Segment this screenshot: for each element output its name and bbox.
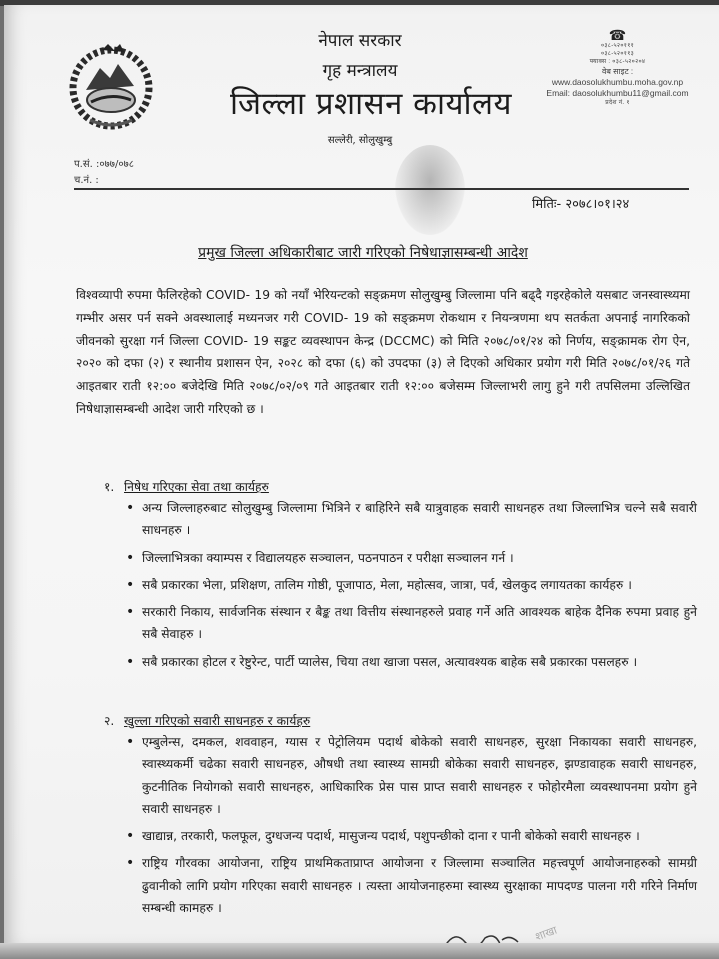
list-item: • जिल्लाभित्रका क्याम्पस र विद्यालयहरु सञ्चालन, पठनपाठन र परीक्षा सञ्चालन गर्न ।: [142, 547, 697, 569]
dispatch-number: च.नं. :: [74, 175, 99, 186]
phone-2: ०३८-५२०११३: [600, 51, 635, 57]
phone-1: ०३८-५२०१११: [600, 43, 635, 49]
ministry-name: गृह मन्त्रालय: [322, 61, 398, 81]
list-item: • राष्ट्रिय गौरवका आयोजना, राष्ट्रिय प्राथमिकताप्राप्त आयोजना र जिल्लामा सञ्चालित महत्त्वपूर्ण आयोजनाहरुको सामग्री ढुवानीको लागि प्रयोग गरिएका सवारी साधनहरु । त्यस्ता आयोजनाहरुमा स्वास्थ्य सुरक्षाका मापदण्ड पालना गरी गरिने निर्माण सम्बन्धी कामहरु ।: [142, 852, 697, 919]
section-list: [130, 731, 697, 919]
section-allowed: [104, 712, 697, 924]
website-link[interactable]: www.daosolukhumbu.moha.gov.np: [551, 77, 684, 87]
section-list: [130, 497, 697, 673]
notice-title: प्रमुख जिल्ला अधिकारीबाट जारी गरिएको निषेधाज्ञासम्बन्धी आदेश: [198, 245, 528, 261]
province-number: प्रदेश नं. १: [605, 100, 630, 106]
website-label: वेब साइट :: [601, 67, 634, 76]
list-item: • सबै प्रकारका होटल र रेष्टुरेन्ट, पार्टी प्यालेस, चिया तथा खाजा पसल, अत्यावश्यक बाहेक सबै प्रकारका पसलहरु ।: [142, 651, 697, 673]
branch-stamp: शाखा: [533, 923, 559, 944]
letter-date: मितिः- २०७८।०१।२४: [532, 197, 630, 212]
header-divider: [74, 188, 689, 190]
office-location: सल्लेरी, सोलुखुम्बु: [327, 135, 393, 146]
section-prohibited: [104, 478, 697, 678]
section-title: निषेध गरिएका सेवा तथा कार्यहरु: [124, 480, 269, 494]
office-name: जिल्ला प्रशासन कार्यालय: [229, 86, 513, 122]
section-number: २.: [104, 714, 115, 728]
list-item: • सबै प्रकारका भेला, प्रशिक्षण, तालिम गोष्ठी, पूजापाठ, मेला, महोत्सव, जात्रा, पर्व, खेलकुद लगायतका कार्यहरु ।: [142, 574, 697, 596]
section-number: १.: [104, 480, 115, 494]
list-item: • खाद्यान्न, तरकारी, फलफूल, दुग्धजन्य पदार्थ, मासुजन्य पदार्थ, पशुपन्छीको दाना र पानी बोकेको सवारी साधनहरु ।: [142, 825, 697, 847]
fax: फ्याक्स : ०३८-५२०२०४: [589, 59, 646, 65]
section-title: खुल्ला गरिएको सवारी साधनहरु र कार्यहरु: [124, 714, 311, 728]
government-name: नेपाल सरकार: [318, 31, 402, 51]
letter-number: प.सं. :०७७/०७८: [74, 159, 134, 170]
office-seal-stamp: [395, 145, 465, 235]
nepal-emblem-icon: [66, 40, 156, 130]
scan-bottom-edge: [0, 943, 719, 959]
intro-paragraph: विश्वव्यापी रुपमा फैलिरहेको COVID- 19 को नयाँ भेरियन्टको सङ्क्रमण सोलुखुम्बु जिल्लामा पनि बढ्दै गइरहेकोले यसबाट जनस्वास्थ्यमा गम्भीर असर पर्न सक्ने अवस्थालाई मध्यनजर गरी COVID- 19 को सङ्क्रमण रोकथाम र नियन्त्रणमा थप सतर्कता अपनाई नागरिकको जीवनको सुरक्षा गर्न जिल्ला COVID- 19 सङ्कट व्यवस्थापन केन्द्र (DCCMC) को मिति २०७८/०१/२४ को निर्णय, सङ्क्रामक रोग ऐन, २०२० को दफा (२) र स्थानीय प्रशासन ऐन, २०२८ को दफा (६) को उपदफा (३) ले दिएको अधिकार प्रयोग गरी मिति २०७८/०१/२६ गते आइतबार राती १२:०० बजेदेखि मिति २०७८/०२/०९ गते आइतबार राती १२:०० बजेसम्म जिल्लाभरी लागु हुने गरी तपसिलमा उल्लिखित निषेधाज्ञासम्बन्धी आदेश जारी गरिएको छ ।: [76, 288, 690, 416]
list-item: • एम्बुलेन्स, दमकल, शववाहन, ग्यास र पेट्रोलियम पदार्थ बोकेको सवारी साधनहरु, सुरक्षा निकायका सवारी साधनहरु, स्वास्थ्यकर्मी चढेका सवारी साधनहरु, औषधी तथा स्वास्थ्य सामग्री बोकेका सवारी साधनहरु, झण्डावाहक सवारी साधनहरु, कुटनीतिक नियोगको सवारी साधनहरु, आधिकारिक प्रेस पास प्राप्त सवारी साधनहरु र फोहोरमैला व्यवस्थापनमा प्रयोग हुने सवारी साधनहरु ।: [142, 731, 697, 820]
list-item: • सरकारी निकाय, सार्वजनिक संस्थान र बैङ्क तथा वित्तीय संस्थानहरुले प्रवाह गर्ने अति आवश्यक बाहेक दैनिक रुपमा प्रवाह हुने सबै सेवाहरु ।: [142, 601, 697, 646]
telephone-icon: ☎: [608, 27, 627, 43]
contact-block: [520, 28, 715, 107]
email-link[interactable]: Email: daosolukhumbu11@gmail.com: [546, 88, 689, 98]
list-item: • अन्य जिल्लाहरुबाट सोलुखुम्बु जिल्लामा भित्रिने र बाहिरिने सबै यात्रुवाहक सवारी साधनहरु तथा जिल्लाभित्र चल्ने सबै सवारी साधनहरु ।: [142, 497, 697, 542]
